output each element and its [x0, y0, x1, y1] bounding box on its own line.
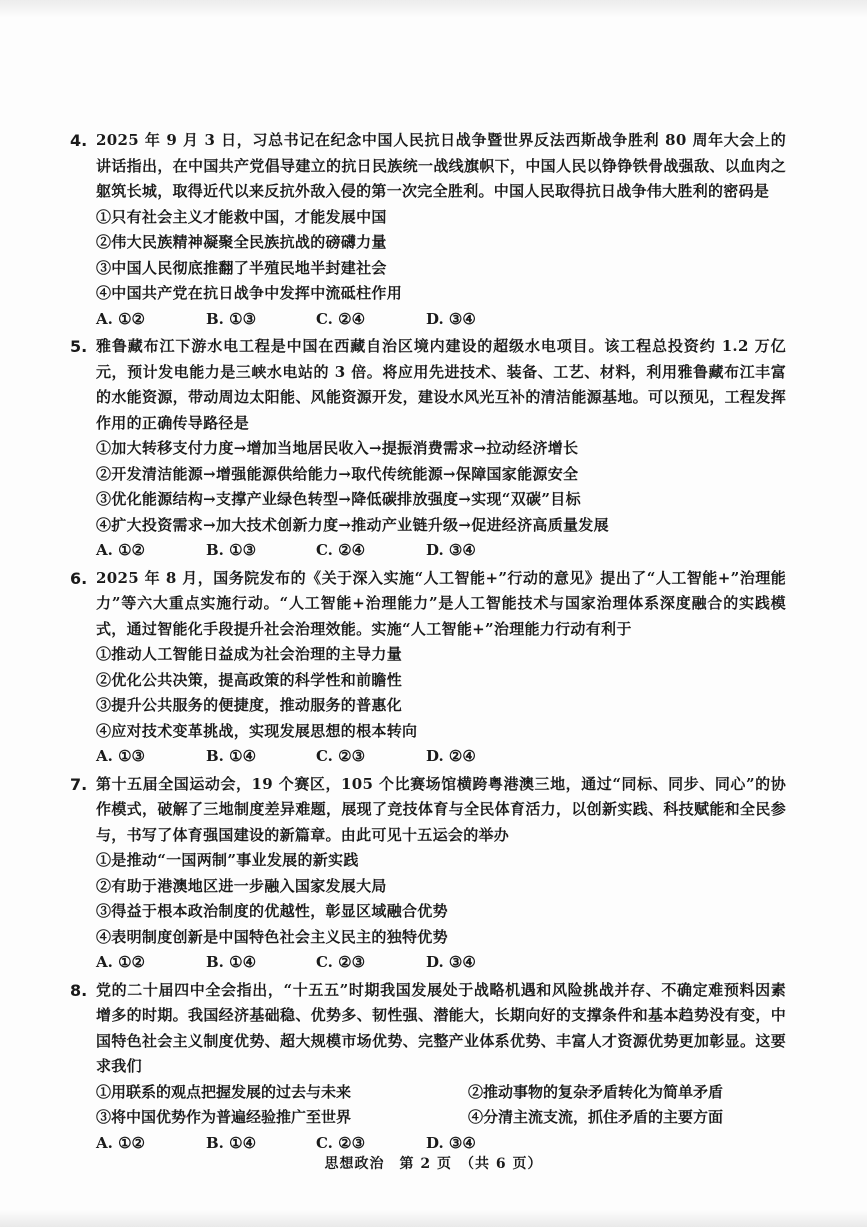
question-number: 4.	[70, 131, 88, 150]
scan-edge-bottom	[0, 1210, 867, 1227]
statement-option: ②推动事物的复杂矛盾转化为简单矛盾	[468, 1082, 724, 1101]
choice-c: C. ②③	[316, 1133, 366, 1152]
question-4	[70, 128, 786, 332]
question-number: 5.	[70, 337, 88, 356]
question-8	[70, 978, 786, 1157]
option-row	[96, 1080, 786, 1106]
statement-option: ①只有社会主义才能救中国，才能发展中国	[96, 207, 387, 226]
choice-d: D. ③④	[426, 1133, 476, 1152]
statement-option: ①用联系的观点把握发展的过去与未来	[96, 1082, 352, 1101]
answer-choices	[96, 950, 786, 976]
statement-option: ④分清主流支流，抓住矛盾的主要方面	[468, 1108, 724, 1126]
statement-option: ②有助于港澳地区进一步融入国家发展大局	[96, 876, 387, 895]
question-list	[70, 128, 786, 1158]
scan-edge-top	[0, 0, 867, 18]
choice-b: B. ①③	[206, 309, 257, 328]
statement-option: ①是推动“一国两制”事业发展的新实践	[96, 851, 359, 869]
choice-d: D. ③④	[426, 953, 476, 971]
question-number: 8.	[70, 980, 88, 1000]
statement-option: ①推动人工智能日益成为社会治理的主导力量	[96, 645, 403, 663]
choice-b: B. ①④	[206, 747, 257, 765]
choice-a: A. ①③	[96, 747, 145, 765]
choice-a: A. ①②	[96, 541, 145, 559]
choice-c: C. ②④	[316, 541, 366, 559]
choice-b: B. ①④	[206, 1133, 257, 1152]
statement-option: ③优化能源结构→支撑产业绿色转型→降低碳排放强度→实现“双碳”目标	[96, 490, 581, 508]
choice-a: A. ①②	[96, 1133, 145, 1152]
choice-c: C. ②③	[316, 747, 366, 765]
choice-c: C. ②③	[316, 953, 366, 971]
statement-option: ②伟大民族精神凝聚全民族抗战的磅礴力量	[96, 233, 387, 251]
question-stem: 第十五届全国运动会，19 个赛区，105 个比赛场馆横跨粤港澳三地，通过“同标、同步、同心”的协作模式，破解了三地制度差异难题，展现了竞技体育与全民体育活力，以创新实践、科技赋能和全民参与，书写了体育强国建设的新篇章。由此可见十五运会的举办	[96, 774, 786, 844]
question-stem: 2025 年 8 月，国务院发布的《关于深入实施“人工智能+”行动的意见》提出了“人工智能+”治理能力”等六大重点实施行动。“人工智能+治理能力”是人工智能技术与国家治理体系深度融合的实践模式，通过智能化手段提升社会治理效能。实施“人工智能+”治理能力行动有利于	[96, 568, 786, 638]
question-6	[70, 566, 786, 770]
choice-b: B. ①③	[206, 541, 257, 559]
choice-d: D. ②④	[426, 747, 476, 765]
answer-choices	[96, 538, 786, 564]
choice-c: C. ②④	[316, 309, 366, 328]
question-number: 7.	[70, 774, 88, 794]
answer-choices	[96, 307, 786, 333]
question-5	[70, 334, 786, 564]
option-row	[96, 1105, 786, 1131]
statement-option: ②优化公共决策，提高政策的科学性和前瞻性	[96, 670, 403, 689]
choice-d: D. ③④	[426, 309, 476, 328]
statement-option: ④扩大投资需求→加大技术创新力度→推动产业链升级→促进经济高质量发展	[96, 515, 609, 534]
answer-choices	[96, 744, 786, 770]
statement-option: ①加大转移支付力度→增加当地居民收入→提振消费需求→拉动经济增长	[96, 439, 579, 457]
question-stem: 党的二十届四中全会指出，“十五五”时期我国发展处于战略机遇和风险挑战并存、不确定难预料因素增多的时期。我国经济基础稳、优势多、韧性强、潜能大，长期向好的支撑条件和基本趋势没有变，中国特色社会主义制度优势、超大规模市场优势、完整产业体系优势、丰富人才资源优势更加彰显。这要求我们	[96, 980, 786, 1075]
statement-option: ③提升公共服务的便捷度，推动服务的普惠化	[96, 696, 403, 714]
choice-d: D. ③④	[426, 541, 476, 559]
page-footer: 思想政治 第 2 页 （共 6 页）	[324, 1156, 543, 1172]
choice-b: B. ①④	[206, 953, 257, 971]
choice-a: A. ①②	[96, 309, 145, 328]
question-stem: 2025 年 9 月 3 日，习总书记在纪念中国人民抗日战争暨世界反法西斯战争胜利 80 周年大会上的讲话指出，在中国共产党倡导建立的抗日民族统一战线旗帜下，中国人民以铮铮铁骨战强敌、以血肉之躯筑长城，取得近代以来反抗外敌入侵的第一次完全胜利。中国人民取得抗日战争伟大胜利的密码是	[96, 131, 786, 200]
statement-option: ③中国人民彻底推翻了半殖民地半封建社会	[96, 258, 387, 277]
question-stem: 雅鲁藏布江下游水电工程是中国在西藏自治区境内建设的超级水电项目。该工程总投资约 1.2 万亿元，预计发电能力是三峡水电站的 3 倍。将应用先进技术、装备、工艺、材料，利用雅鲁藏布江丰富的水能资源，带动周边太阳能、风能资源开发，建设水风光互补的清洁能源基地。可以预见，工程发挥作用的正确传导路径是	[96, 337, 786, 432]
statement-option: ③得益于根本政治制度的优越性，彰显区域融合优势	[96, 902, 448, 920]
statement-option: ④应对技术变革挑战，实现发展思想的根本转向	[96, 721, 418, 740]
statement-option: ②开发清洁能源→增强能源供给能力→取代传统能源→保障国家能源安全	[96, 464, 579, 483]
question-7	[70, 772, 786, 976]
choice-a: A. ①②	[96, 953, 145, 971]
statement-option: ④表明制度创新是中国特色社会主义民主的独特优势	[96, 927, 448, 946]
statement-option: ④中国共产党在抗日战争中发挥中流砥柱作用	[96, 284, 403, 302]
statement-option: ③将中国优势作为普遍经验推广至世界	[96, 1108, 352, 1126]
question-number: 6.	[70, 568, 88, 588]
